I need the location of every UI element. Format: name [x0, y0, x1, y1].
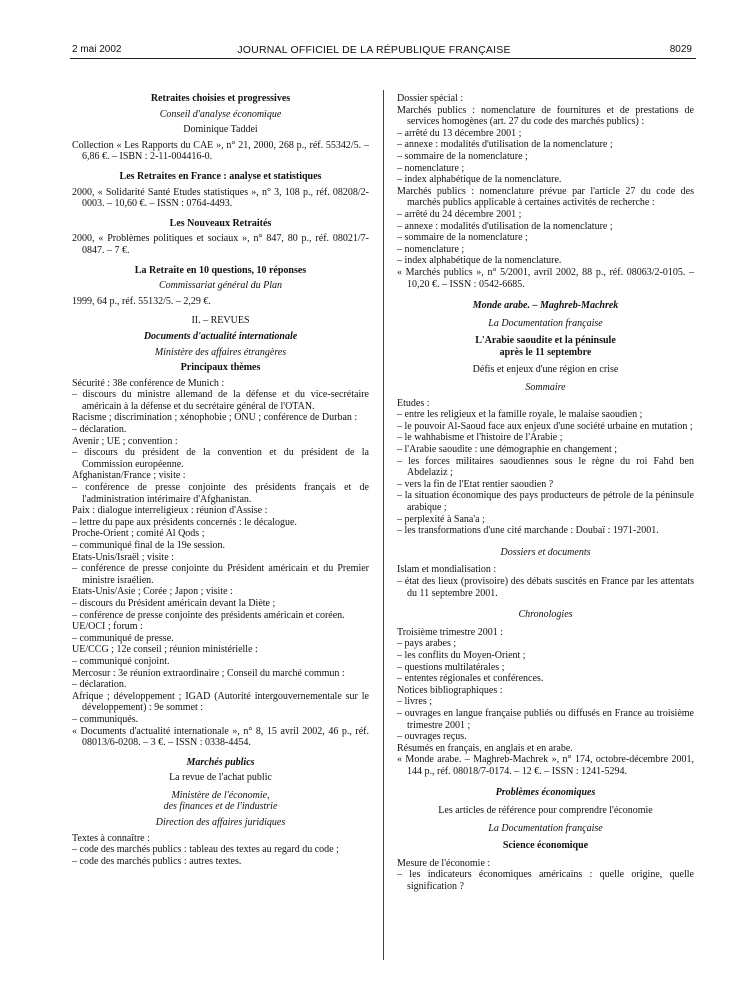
section-reference: « Documents d'actualité internationale », n° 8, 15 avril 2002, 46 p., réf. 08013/6-0208. – 3 €. – ISSN : 0338-4454. [72, 725, 369, 749]
section-reference: 2000, « Problèmes politiques et sociaux », n° 847, 80 p., réf. 08021/7-0847. – 7 €. [72, 233, 369, 256]
list-item-dash: – les forces militaires saoudiennes sous le règne du roi Fahd ben Abdelaziz ; [397, 455, 694, 479]
page-header [0, 0, 748, 56]
list-item-label: Dossier spécial : [397, 93, 464, 104]
section-org: La Documentation française [488, 822, 603, 834]
list-item-dash: – communiqués. [72, 713, 139, 725]
list-item-dash: – index alphabétique de la nomenclature. [397, 174, 562, 186]
mesure-list [397, 858, 694, 893]
list-item-label: Avenir ; UE ; convention : [72, 435, 178, 447]
etudes-list [397, 398, 694, 537]
list-item-label: Islam et mondialisation : [397, 564, 497, 576]
list-item-label: Résumés en français, en anglais et en arabe. [397, 742, 573, 754]
list-item-dash: – arrêté du 24 décembre 2001 ; [397, 208, 522, 220]
list-item-dash: – discours du ministre allemand de la défense et du vice-secrétaire américain à la défense et du secrétaire général de l'OTAN. [72, 389, 369, 412]
list-item-dash: – ouvrages en langue française publiés ou diffusés en France au troisième trimestre 2001 ; [397, 707, 694, 731]
section-title: Les Retraites en France : analyse et statistiques [119, 170, 322, 182]
section-reference: 1999, 64 p., réf. 55132/5. – 2,29 €. [72, 295, 211, 307]
list-item-dash: – sommaire de la nomenclature ; [397, 150, 528, 162]
section-subtitle: La revue de l'achat public [169, 772, 272, 784]
list-item-label: Etudes : [397, 397, 430, 409]
section-subtitle: Les articles de référence pour comprendre l'économie [438, 805, 653, 817]
list-item-dash: – code des marchés publics : autres textes. [72, 855, 242, 867]
section-title: Problèmes économiques [495, 787, 596, 799]
section-subtitle: Principaux thèmes [180, 362, 261, 374]
list-item-label: Troisième trimestre 2001 : [397, 626, 504, 638]
list-item-dash: – discours du Président américain devant la Diète ; [72, 597, 276, 609]
list-item-dash: – la situation économique des pays producteurs de pétrole de la péninsule arabique ; [397, 490, 694, 513]
list-item-dash: – vers la fin de l'Etat rentier saoudien ? [397, 478, 554, 490]
list-item-dash: – déclaration. [72, 424, 127, 436]
section-heading: Dossiers et documents [500, 546, 591, 558]
section-directorate: Direction des affaires juridiques [155, 817, 286, 829]
list-item-label: Paix : dialogue interreligieux : réunion d'Assise : [72, 505, 268, 517]
list-item-dash: – le wahhabisme et l'histoire de l'Arabie ; [397, 432, 563, 444]
list-item-dash: – conférence de presse conjointe des présidents américain et coréen. [72, 609, 345, 621]
list-item-dash: – état des lieux (provisoire) des débats suscités en France par les attentats du 11 septembre 2001. [397, 575, 694, 599]
header-rule [70, 58, 696, 59]
section-org: La Documentation française [488, 317, 603, 329]
section-heading: Chronologies [518, 609, 573, 621]
list-item-dash: – le pouvoir Al-Saoud face aux enjeux d'une société urbaine en mutation ; [397, 420, 693, 432]
list-item-dash: – perplexité à Sana'a ; [397, 513, 485, 525]
list-item-dash: – communiqué de presse. [72, 632, 174, 644]
list-item-label: UE/OCI ; forum : [72, 621, 143, 633]
section-title: Monde arabe. – Maghreb-Machrek [472, 300, 619, 312]
list-item-dash: – code des marchés publics : tableau des textes au regard du code ; [72, 844, 339, 856]
section-title: Marchés publics [186, 756, 255, 768]
list-item-dash: – ouvrages reçus. [397, 731, 467, 743]
list-item-label: Mercosur : 3e réunion extraordinaire ; Conseil du marché commun : [72, 667, 345, 679]
list-item-dash: – conférence de presse conjointe des présidents français et de l'administration intérimaire d'Afghanistan. [72, 482, 369, 505]
list-item-label: Afghanistan/France ; visite : [72, 470, 186, 482]
section-org: des finances et de l'industrie [163, 801, 278, 813]
section-subtitle: Défis et enjeux d'une région en crise [472, 364, 619, 376]
list-item-dash: – communiqué conjoint. [72, 655, 170, 667]
right-column [397, 93, 694, 893]
list-item-label: Mesure de l'économie : [397, 857, 491, 869]
article-title: L'Arabie saoudite et la péninsule [475, 335, 616, 347]
list-item-label: Afrique ; développement ; IGAD (Autorité intergouvernementale sur le développement) : 9e sommet : [72, 690, 369, 714]
list-item-label: Etats-Unis/Israël ; visite : [72, 551, 174, 563]
list-item-dash: – nomenclature ; [397, 162, 465, 174]
section-reference: 2000, « Solidarité Santé Etudes statistiques », n° 3, 108 p., réf. 08208/2-0003. – 10,60 €. – ISSN : 0764-4493. [72, 186, 369, 210]
themes-list [72, 378, 369, 726]
revues-heading: II. – REVUES [191, 315, 250, 327]
list-item-label: Etats-Unis/Asie ; Corée ; Japon ; visite : [72, 586, 233, 598]
column-divider [383, 90, 384, 960]
list-item-dash: – lettre du pape aux présidents concernés : le décalogue. [72, 516, 297, 528]
list-item-dash: – nomenclature ; [397, 243, 465, 255]
section-org: Conseil d'analyse économique [159, 108, 282, 120]
list-item-dash: – l'Arabie saoudite : une démographie en changement ; [397, 444, 618, 456]
list-item-dash: – ententes régionales et conférences. [397, 673, 544, 685]
list-item-dash: – les indicateurs économiques américains : quelle origine, quelle signification ? [397, 869, 694, 893]
list-item-label: Sécurité : 38e conférence de Munich : [72, 377, 225, 389]
list-item-label: Proche-Orient ; comité Al Qods ; [72, 528, 205, 540]
list-item-label: Marchés publics : nomenclature de fournitures et de prestations de services homogènes (art. 27 du code des marchés publics) : [397, 104, 694, 128]
list-item-dash: – pays arabes ; [397, 638, 457, 650]
page-number: 8029 [669, 44, 692, 55]
section-reference: « Monde arabe. – Maghreb-Machrek », n° 174, octobre-décembre 2001, 144 p., réf. 08018/7-0174. – 12 €. – ISSN : 1241-5294. [397, 754, 694, 777]
dossier-list [397, 93, 694, 267]
list-item-dash: – entre les religieux et la famille royale, le malaise saoudien ; [397, 409, 643, 421]
list-item-dash: – arrêté du 13 décembre 2001 ; [397, 127, 522, 139]
list-item-label: Marchés publics : nomenclature prévue par l'article 27 du code des marchés publics applicable à certaines activités de recherche : [397, 185, 694, 209]
left-column [72, 93, 369, 867]
section-title: Documents d'actualité internationale [143, 330, 298, 342]
list-item-dash: – annexe : modalités d'utilisation de la nomenclature ; [397, 139, 613, 151]
list-item-dash: – sommaire de la nomenclature ; [397, 232, 528, 244]
chronologies-list [397, 627, 694, 755]
section-org: Ministère de l'économie, [171, 789, 270, 801]
list-item-label: UE/CCG ; 12e conseil ; réunion ministérielle : [72, 644, 258, 656]
list-item-dash: – livres ; [397, 696, 432, 708]
section-title: Retraites choisies et progressives [150, 93, 291, 104]
section-org: Commissariat général du Plan [158, 280, 283, 292]
list-item-dash: – communiqué final de la 19e session. [72, 540, 226, 551]
list-item-label: Notices bibliographiques : [397, 684, 503, 696]
list-item-dash: – conférence de presse conjointe du Président américain et du Premier ministre israélien. [72, 563, 369, 586]
sommaire-heading: Sommaire [525, 382, 566, 394]
section-title: La Retraite en 10 questions, 10 réponses [134, 264, 307, 276]
section-title: Les Nouveaux Retraités [169, 217, 272, 229]
list-item-label: Racisme ; discrimination ; xénophobie ; ONU ; conférence de Durban : [72, 412, 358, 424]
list-item-dash: – index alphabétique de la nomenclature. [397, 255, 562, 267]
section-org: Ministère des affaires étrangères [154, 346, 287, 358]
list-item-dash: – les conflits du Moyen-Orient ; [397, 649, 526, 661]
textes-list [72, 833, 369, 868]
list-item-label: Textes à connaître : [72, 832, 150, 844]
journal-title: JOURNAL OFFICIEL DE LA RÉPUBLIQUE FRANÇAISE [237, 44, 511, 56]
header-date: 2 mai 2002 [72, 44, 122, 55]
section-reference: « Marchés publics », n° 5/2001, avril 2002, 88 p., réf. 08063/2-0105. – 10,20 €. – ISSN : 0542-6685. [397, 266, 694, 290]
list-item-dash: – déclaration. [72, 679, 127, 691]
article-title: après le 11 septembre [499, 346, 592, 358]
section-author: Dominique Taddei [183, 124, 258, 136]
list-item-dash: – les transformations d'une cité marchande : Doubaï : 1971-2001. [397, 525, 659, 537]
article-title: Science économique [502, 840, 589, 852]
dossiers-list [397, 564, 694, 599]
list-item-dash: – discours du président de la convention et du président de la Commission européenne. [72, 447, 369, 470]
list-item-dash: – annexe : modalités d'utilisation de la nomenclature ; [397, 220, 613, 232]
list-item-dash: – questions multilatérales ; [397, 661, 505, 673]
section-reference: Collection « Les Rapports du CAE », n° 21, 2000, 268 p., réf. 55342/5. – 6,86 €. – ISBN : 2-11-004416-0. [72, 139, 369, 163]
